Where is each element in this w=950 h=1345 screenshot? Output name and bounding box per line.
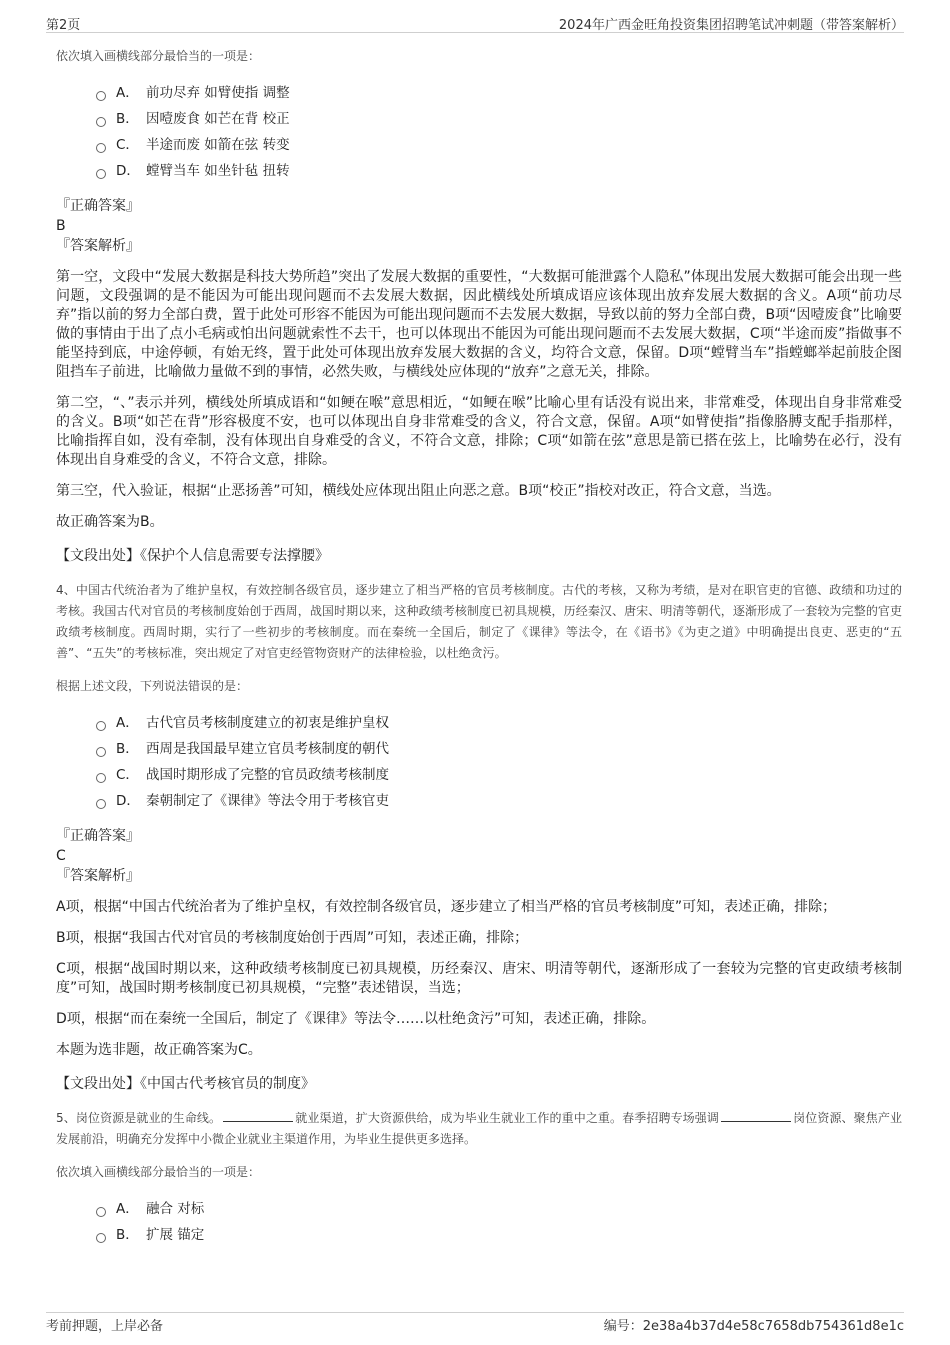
q4-option-d[interactable] — [96, 788, 902, 814]
option-text: 西周是我国最早建立官员考核制度的朝代 — [146, 741, 389, 757]
q3-option-c[interactable] — [96, 132, 902, 158]
q4-option-b[interactable] — [96, 736, 902, 762]
analysis-paragraph: B项，根据“我国古代对官员的考核制度始创于西周”可知，表述正确，排除； — [56, 930, 529, 946]
answer-blank — [721, 1109, 791, 1122]
q4-answer-label: 『正确答案』 — [56, 828, 140, 844]
option-letter: B． — [116, 111, 139, 127]
page-content — [56, 46, 902, 1260]
option-text: 因噎废食 如芒在背 校正 — [146, 111, 290, 127]
option-letter: D． — [116, 793, 140, 809]
q4-question: 4、中国古代统治者为了维护皇权，有效控制各级官员，逐步建立了相当严格的官员考核制度。古代的考核，又称为考绩，是对在职官吏的官德、政绩和功过的考核。我国古代对官员的考核制度始创于西周，战国时期以来，这种政绩考核制度已初具规模，历经秦汉、唐宋、明清等朝代，逐渐形成了一套较为完整的官吏政绩考核制度。西周时期，实行了一些初步的考核制度。而在秦统一全国后，制定了《课律》等法令，在《语书》《为吏之道》中明确提出良吏、恶吏的“五善”、“五失”的考核标准，突出规定了对官吏经管物资财产的法律检验，以杜绝贪污。 — [56, 583, 902, 660]
option-letter: C． — [116, 767, 139, 783]
q3-option-d[interactable] — [96, 158, 902, 184]
radio-icon[interactable] — [96, 143, 106, 153]
footer-slogan: 考前押题，上岸必备 — [46, 1319, 164, 1334]
option-letter: A． — [116, 1201, 139, 1217]
q4-source: 【文段出处】《中国古代考核官员的制度》 — [56, 1076, 315, 1092]
option-text: 前功尽弃 如臂使指 调整 — [146, 85, 290, 101]
q4-analysis — [56, 898, 902, 1060]
option-letter: D． — [116, 163, 140, 179]
q5-question-part: 岗位资源、聚焦产业发展前沿，明确充分发挥中小微企业就业主渠道作用，为毕业生提供更多选择。 — [56, 1111, 902, 1146]
radio-icon[interactable] — [96, 721, 106, 731]
q3-options — [96, 80, 902, 184]
radio-icon[interactable] — [96, 169, 106, 179]
q5-option-a[interactable] — [96, 1196, 902, 1222]
analysis-paragraph: 本题为选非题，故正确答案为C。 — [56, 1042, 262, 1058]
answer-blank — [223, 1109, 293, 1122]
option-letter: C． — [116, 137, 139, 153]
q3-prompt: 依次填入画横线部分最恰当的一项是： — [56, 49, 261, 63]
option-text: 半途而废 如箭在弦 转变 — [146, 137, 290, 153]
analysis-paragraph: 第二空，“、”表示并列，横线处所填成语和“如鲠在喉”意思相近，“如鲠在喉”比喻心里有话没有说出来，非常难受，体现出自身非常难受的含义。B项“如芒在背”形容极度不安，也可以体现出自身非常难受的含义，符合文意，保留。A项“如臂使指”指像胳膊支配手指那样，比喻指挥自如，没有牵制，没有体现出自身难受的含义，不符合文意，排除；C项“如箭在弦”意思是箭已搭在弦上，比喻势在必行，没有体现出自身难受的含义，不符合文意，排除。 — [56, 395, 902, 468]
option-text: 扩展 锚定 — [146, 1227, 205, 1243]
analysis-paragraph: D项，根据“而在秦统一全国后，制定了《课律》等法令……以杜绝贪污”可知，表述正确，排除。 — [56, 1011, 656, 1027]
q4-answer: C — [56, 848, 66, 864]
option-letter: A． — [116, 85, 139, 101]
analysis-paragraph: 第三空，代入验证，根据“止恶扬善”可知，横线处应体现出阻止向恶之意。B项“校正”指校对改正，符合文意，当选。 — [56, 483, 781, 499]
radio-icon[interactable] — [96, 747, 106, 757]
radio-icon[interactable] — [96, 1233, 106, 1243]
document-title: 2024年广西金旺角投资集团招聘笔试冲刺题（带答案解析） — [558, 18, 904, 33]
option-letter: B． — [116, 1227, 139, 1243]
q5-prompt: 依次填入画横线部分最恰当的一项是： — [56, 1165, 261, 1179]
option-letter: A． — [116, 715, 139, 731]
option-letter: B． — [116, 741, 139, 757]
analysis-paragraph: 第一空，文段中“发展大数据是科技大势所趋”突出了发展大数据的重要性，“大数据可能泄露个人隐私”体现出发展大数据可能会出现一些问题，文段强调的是不能因为可能出现问题而不去发展大数据，因此横线处所填成语应该体现出放弃发展大数据的含义。A项“前功尽弃”指以前的努力全部白费，置于此处可形容不能因为可能出现问题而不去发展大数据，导致以前的努力全部白费，B项“因噎废食”比喻要做的事情由于出了点小毛病或怕出问题就索性不去干，也可以体现出不能因为可能出现问题而不去发展大数据，C项“半途而废”指做事不能坚持到底，中途停顿，有始无终，置于此处可体现出放弃发展大数据的含义，均符合文意，保留。D项“螳臂当车”指螳螂举起前肢企图阻挡车子前进，比喻做力量做不到的事情，必然失败，与横线处应体现的“放弃”之意无关，排除。 — [56, 269, 902, 380]
radio-icon[interactable] — [96, 117, 106, 127]
q5-question — [56, 1108, 902, 1150]
q3-answer-label: 『正确答案』 — [56, 198, 140, 214]
q4-analysis-label: 『答案解析』 — [56, 868, 140, 884]
radio-icon[interactable] — [96, 773, 106, 783]
analysis-paragraph: 故正确答案为B。 — [56, 514, 164, 530]
option-text: 古代官员考核制度建立的初衷是维护皇权 — [146, 715, 389, 731]
q3-option-a[interactable] — [96, 80, 902, 106]
analysis-paragraph: A项，根据“中国古代统治者为了维护皇权，有效控制各级官员，逐步建立了相当严格的官员考核制度”可知，表述正确，排除； — [56, 899, 837, 915]
q3-answer: B — [56, 218, 66, 234]
option-text: 秦朝制定了《课律》等法令用于考核官吏 — [146, 793, 389, 809]
q5-question-part: 就业渠道，扩大资源供给，成为毕业生就业工作的重中之重。春季招聘专场强调 — [295, 1111, 720, 1125]
q4-option-a[interactable] — [96, 710, 902, 736]
page-number: 第2页 — [46, 18, 81, 33]
option-text: 战国时期形成了完整的官员政绩考核制度 — [146, 767, 389, 783]
q3-analysis — [56, 268, 902, 532]
page-footer — [46, 1312, 904, 1335]
radio-icon[interactable] — [96, 799, 106, 809]
page-header — [46, 12, 904, 33]
q3-analysis-label: 『答案解析』 — [56, 238, 140, 254]
q5-question-part: 5、岗位资源是就业的生命线。 — [56, 1111, 222, 1125]
q3-source: 【文段出处】《保护个人信息需要专法撑腰》 — [56, 548, 329, 564]
analysis-paragraph: C项，根据“战国时期以来，这种政绩考核制度已初具规模，历经秦汉、唐宋、明清等朝代，逐渐形成了一套较为完整的官吏政绩考核制度”可知，战国时期考核制度已初具规模，“完整”表述错误，当选； — [56, 961, 902, 996]
option-text: 螳臂当车 如坐针毡 扭转 — [146, 163, 290, 179]
q4-option-c[interactable] — [96, 762, 902, 788]
option-text: 融合 对标 — [146, 1201, 205, 1217]
document-id: 编号：2e38a4b37d4e58c7658db754361d8e1c — [603, 1319, 904, 1334]
radio-icon[interactable] — [96, 91, 106, 101]
q4-options — [96, 710, 902, 814]
q4-prompt: 根据上述文段，下列说法错误的是： — [56, 679, 249, 693]
q3-option-b[interactable] — [96, 106, 902, 132]
radio-icon[interactable] — [96, 1207, 106, 1217]
q5-options — [96, 1196, 902, 1248]
q5-option-b[interactable] — [96, 1222, 902, 1248]
